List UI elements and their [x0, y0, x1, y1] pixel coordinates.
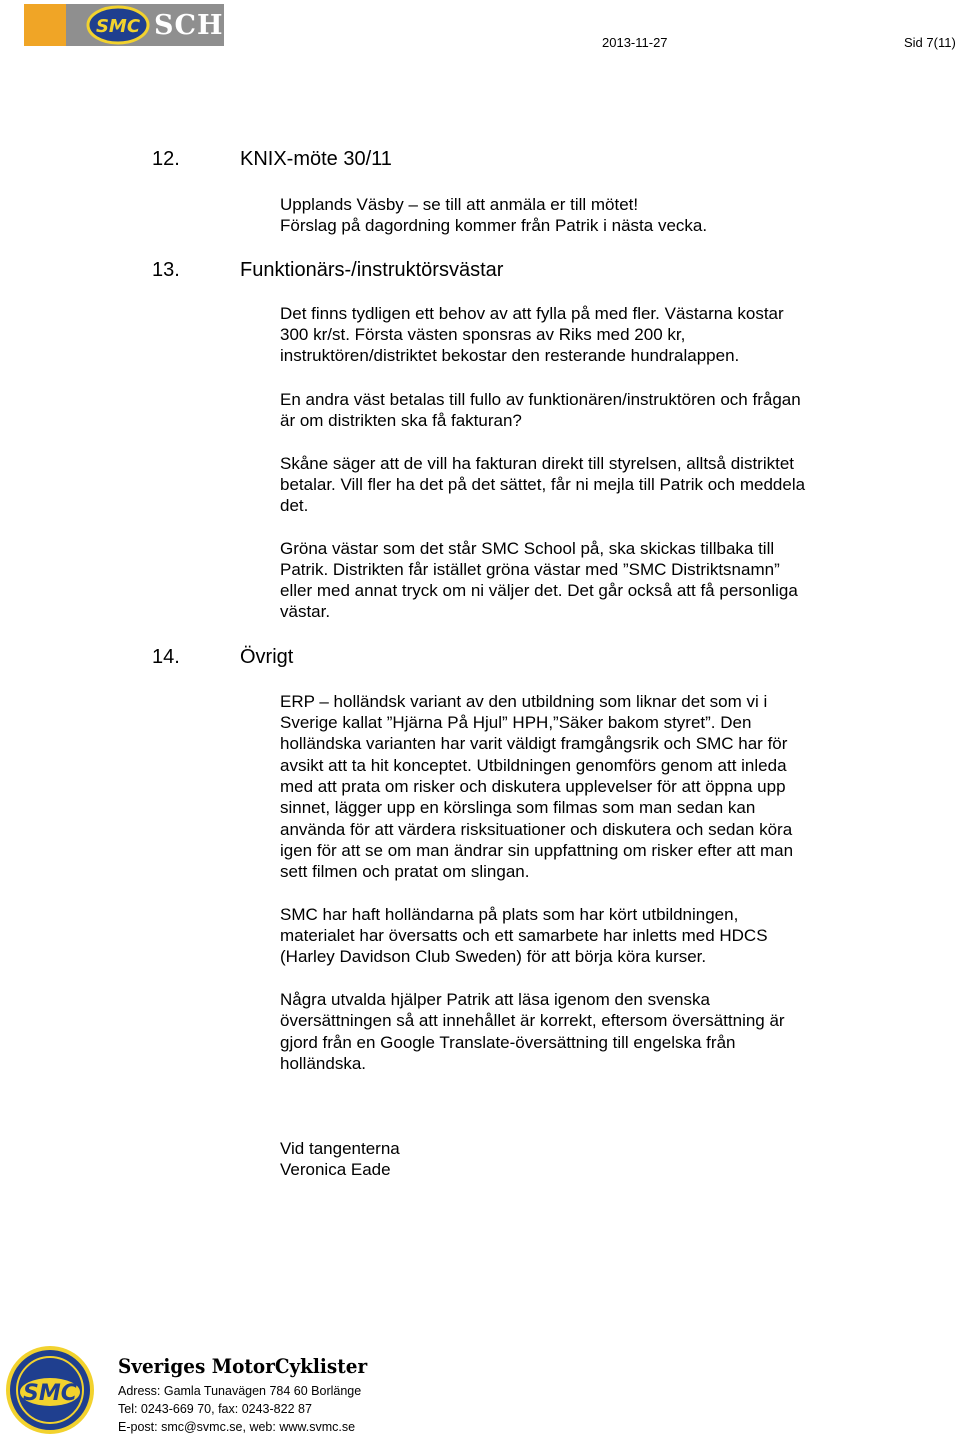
body-line: instruktören/distriktet bekostar den resterande hundralappen. [280, 346, 740, 365]
body-line: Några utvalda hjälper Patrik att läsa igenom den svenska [280, 990, 710, 1009]
body-line: sinnet, lägger upp en körslinga som filmas som man sedan kan [280, 798, 756, 817]
body-line: använda för att värdera risksituationer och diskutera och sedan köra [280, 820, 793, 839]
body-line: Sverige kallat ”Hjärna På Hjul” HPH,”Säker bakom styret”. Den [280, 713, 752, 732]
body-line: En andra väst betalas till fullo av funktionären/instruktören och frågan [280, 390, 801, 409]
body-line: SMC har haft holländarna på plats som har kört utbildningen, [280, 905, 739, 924]
section-number: 12. [152, 148, 180, 170]
smc-badge-icon [86, 5, 150, 45]
logo-orange-block [24, 4, 66, 46]
body-line: eller med annat tryck om ni väljer det. Det går också att få personliga [280, 581, 798, 600]
signature-name: Veronica Eade [280, 1160, 391, 1179]
section-number: 14. [152, 646, 180, 668]
body-line: Upplands Väsby – se till att anmäla er till mötet! [280, 195, 639, 214]
footer-address: Adress: Gamla Tunavägen 784 60 Borlänge [118, 1384, 362, 1398]
body-line: med att prata om risker och diskutera upplevelser för att öppna upp [280, 777, 786, 796]
body-line: Det finns tydligen ett behov av att fylla på med fler. Västarna kostar [280, 304, 784, 323]
page-number: Sid 7(11) [904, 35, 956, 50]
school-logo [24, 4, 293, 46]
body-line: västar. [280, 602, 331, 621]
section-title: Funktionärs-/instruktörsvästar [240, 259, 504, 281]
document-date: 2013-11-27 [602, 35, 668, 50]
body-line: igen för att se om man ändrar sin uppfattning om risker efter att man [280, 841, 794, 860]
body-line: Skåne säger att de vill ha fakturan direkt till styrelsen, alltså distriktet [280, 454, 795, 473]
footer-phone: Tel: 0243-669 70, fax: 0243-822 87 [118, 1402, 312, 1416]
section-title: Övrigt [240, 646, 294, 668]
smc-seal-icon [4, 1344, 96, 1436]
logo-word: SCHOOL [154, 10, 293, 41]
section-number: 13. [152, 259, 180, 281]
body-line: översättningen så att innehållet är korrekt, eftersom översättning är [280, 1011, 785, 1030]
body-line: (Harley Davidson Club Sweden) för att börja köra kurser. [280, 947, 707, 966]
section-title: KNIX-möte 30/11 [240, 148, 392, 170]
body-line: sett filmen och pratat om slingan. [280, 862, 530, 881]
seal-badge-text: SMC [23, 1381, 77, 1406]
body-line: det. [280, 496, 309, 515]
body-line: ERP – holländsk variant av den utbildning som liknar det som vi i [280, 692, 768, 711]
signature-line: Vid tangenterna [280, 1139, 400, 1158]
body-line: är om distrikten ska få fakturan? [280, 411, 522, 430]
body-line: materialet har översatts och ett samarbete har inletts med HDCS [280, 926, 768, 945]
org-name: Sveriges MotorCyklister [118, 1354, 368, 1378]
body-line: Gröna västar som det står SMC School på, ska skickas tillbaka till [280, 539, 775, 558]
body-line: gjord från en Google Translate-översättning till engelska från [280, 1033, 736, 1052]
body-line: holländska varianten har varit väldigt framgångsrik och SMC har för [280, 734, 788, 753]
body-line: Patrik. Distrikten får istället gröna västar med ”SMC Distriktsnamn” [280, 560, 780, 579]
body-line: avsikt att ta hit konceptet. Utbildningen genomförs genom att inleda [280, 756, 787, 775]
body-line: betalar. Vill fler ha det på det sättet, får ni mejla till Patrik och meddela [280, 475, 806, 494]
logo-badge-text: SMC [95, 16, 141, 37]
footer-email-web: E-post: smc@svmc.se, web: www.svmc.se [118, 1420, 356, 1434]
body-line: Förslag på dagordning kommer från Patrik i nästa vecka. [280, 216, 708, 235]
body-line: 300 kr/st. Första västen sponsras av Riks med 200 kr, [280, 325, 686, 344]
body-line: holländska. [280, 1054, 367, 1073]
